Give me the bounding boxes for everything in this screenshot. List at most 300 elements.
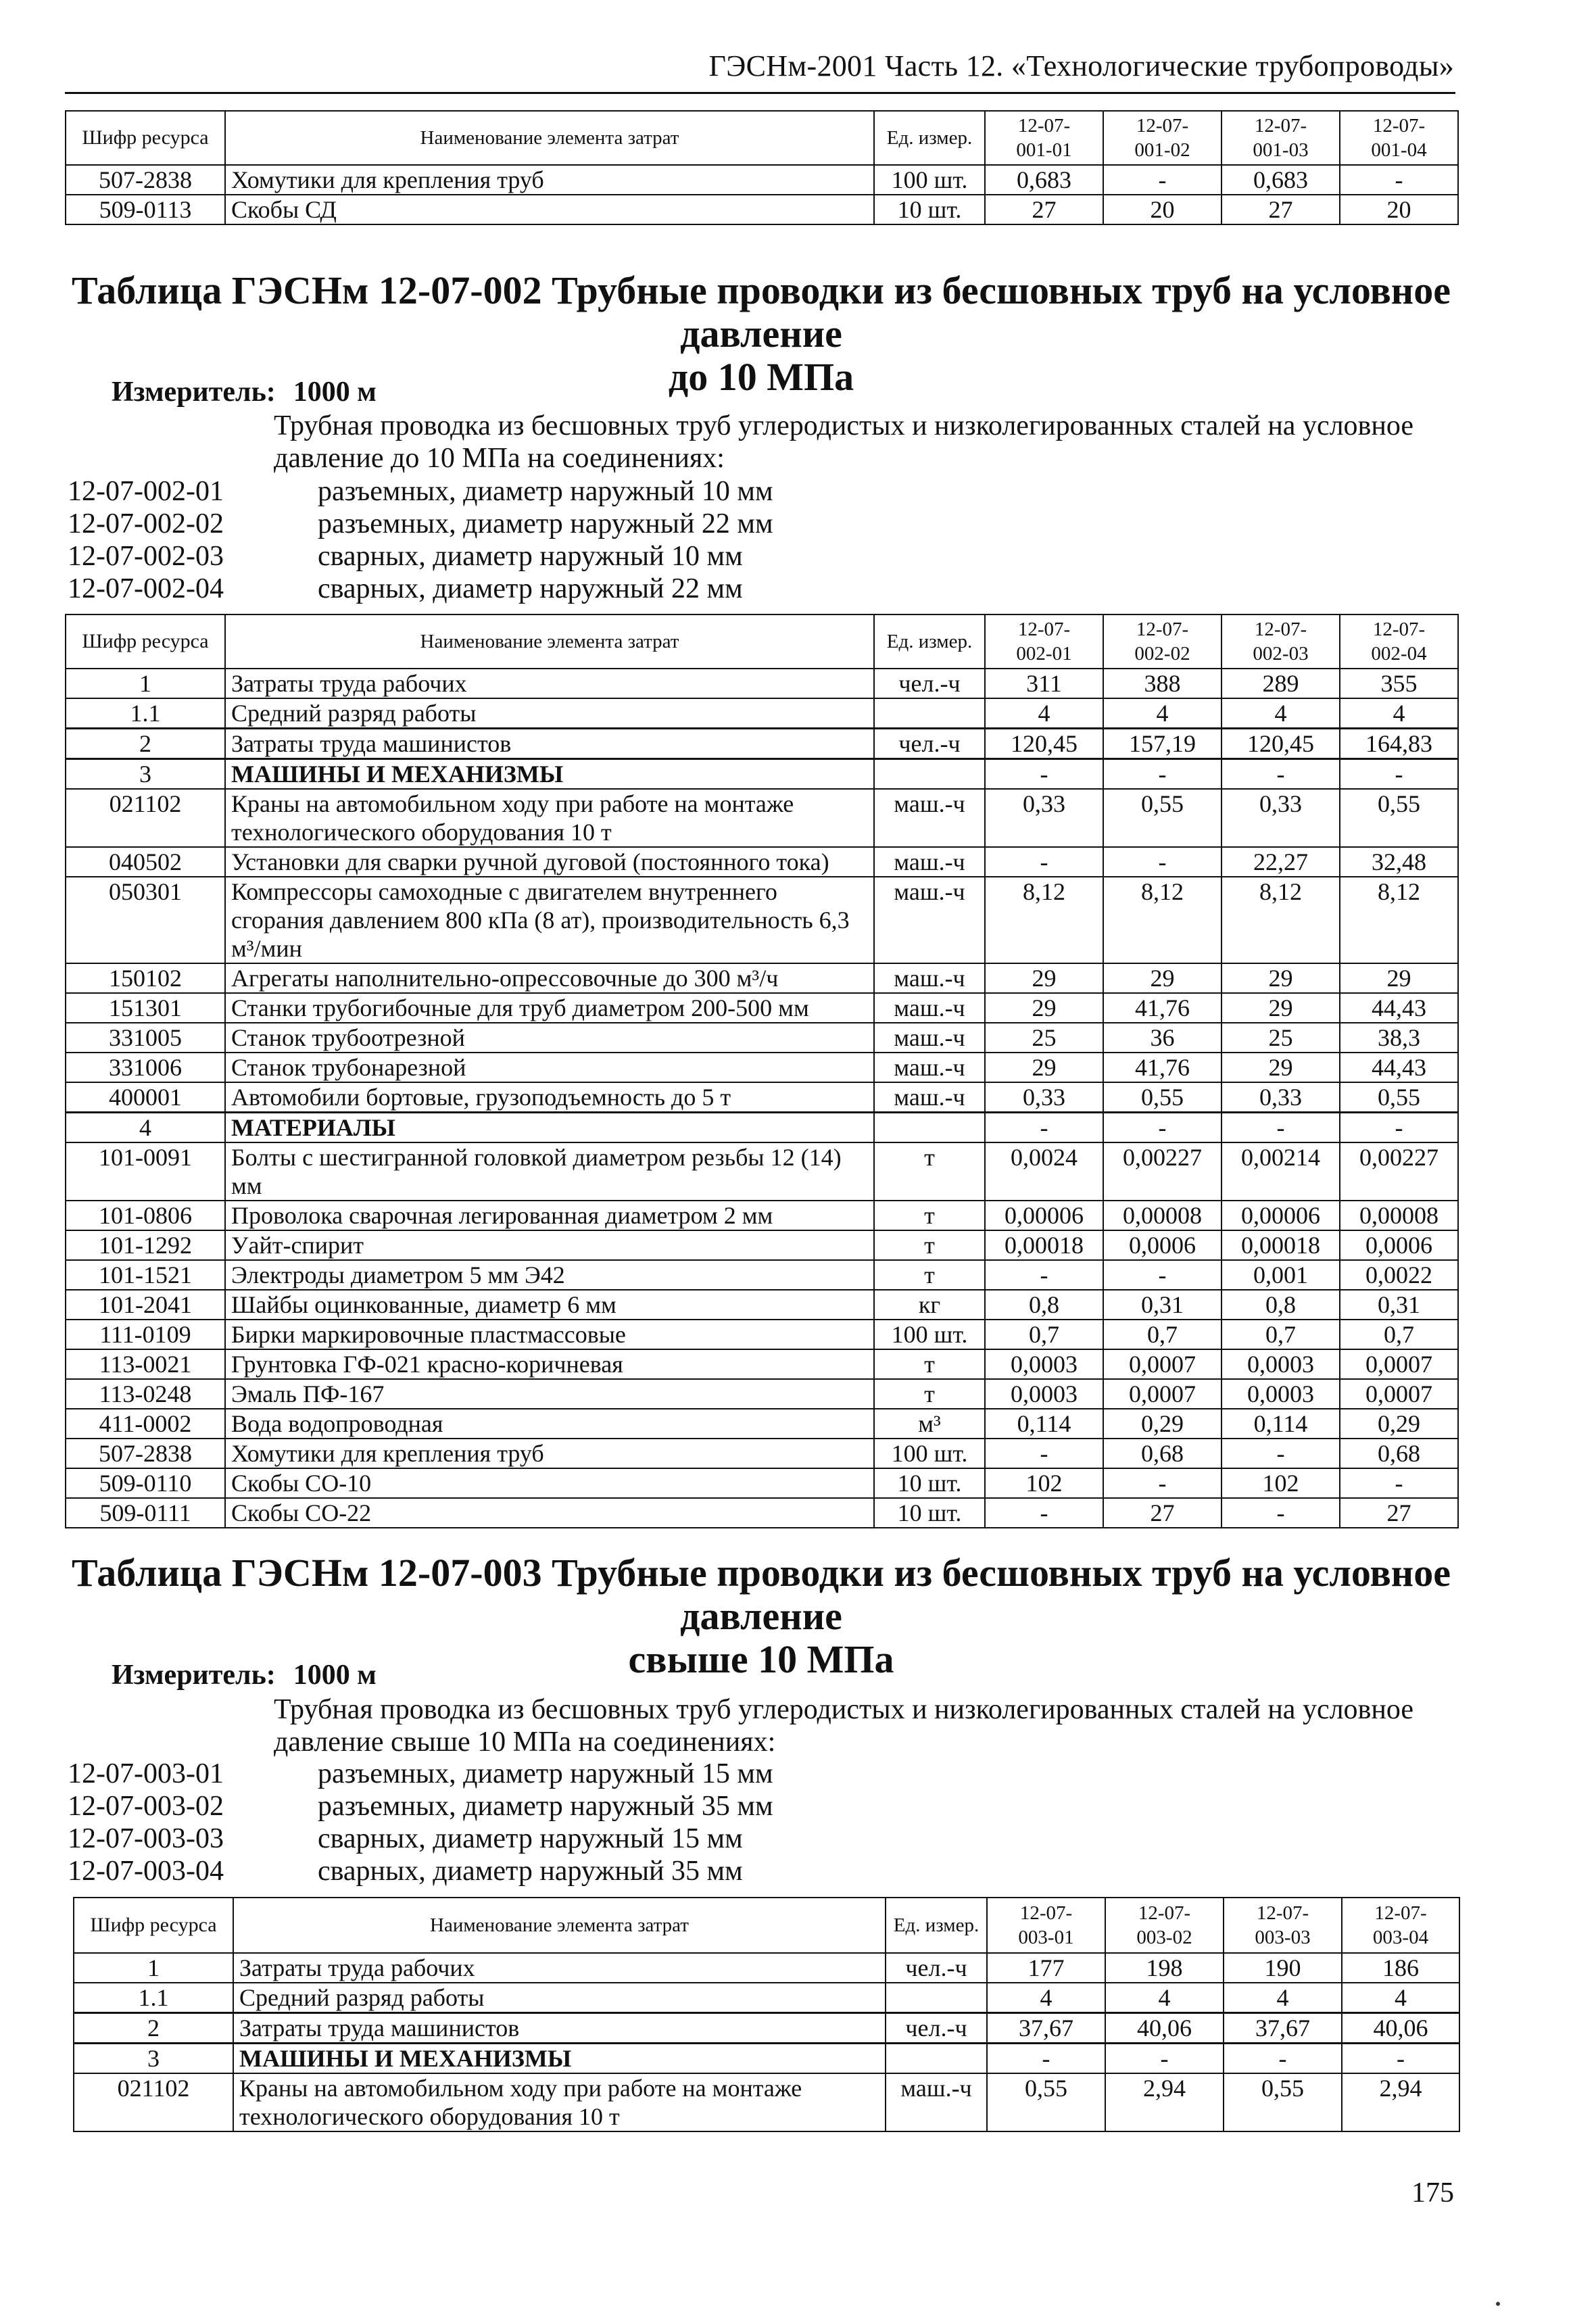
unit-cell: маш.-ч [874,847,985,877]
norm-value-cell: 4 [1103,698,1222,729]
variant-row [68,573,743,605]
table-003-title-line2: свыше 10 МПа [628,1637,894,1681]
norm-value-cell: 198 [1105,1953,1224,1983]
table-row [74,2044,1459,2074]
header-unit: Ед. измер. [874,111,985,165]
norm-value-cell: 37,67 [1224,2013,1342,2044]
norm-value-cell: 0,114 [985,1409,1103,1439]
variant-description: сварных, диаметр наружный 35 мм [318,1856,743,1887]
norm-value-cell: 25 [985,1023,1103,1053]
norm-value-cell: 0,00227 [1103,1142,1222,1201]
unit-cell: т [874,1201,985,1230]
norm-value-cell: 0,683 [985,165,1103,195]
table-row [66,1290,1458,1320]
norm-value-cell: 0,7 [985,1320,1103,1349]
cost-element-name-cell: Станки трубогибочные для труб диаметром 200-500 мм [225,993,874,1023]
unit-cell: кг [874,1290,985,1320]
unit-cell: маш.-ч [874,1082,985,1113]
header-cost-element-name: Наименование элемента затрат [233,1898,886,1953]
unit-cell [886,1983,987,2013]
norm-value-cell: - [1103,847,1222,877]
resource-code-cell: 507-2838 [66,1439,225,1468]
resource-code-cell: 2 [66,729,225,759]
unit-cell: маш.-ч [874,789,985,847]
measure-label: Измеритель: [112,377,276,408]
resource-code-cell: 101-0806 [66,1201,225,1230]
norm-value-cell: 41,76 [1103,993,1222,1023]
unit-cell: т [874,1142,985,1201]
cost-element-name-cell: Автомобили бортовые, грузоподъемность до 5 т [225,1082,874,1113]
norm-value-cell: 44,43 [1340,1053,1458,1082]
header-cost-element-name: Наименование элемента затрат [225,614,874,669]
norm-value-cell: - [1340,1113,1458,1143]
resource-code-cell: 021102 [66,789,225,847]
norm-value-cell: 0,683 [1222,165,1340,195]
cost-element-name-cell: Агрегаты наполнительно-опрессовочные до 300 м³/ч [225,963,874,993]
header-resource-code: Шифр ресурса [74,1898,233,1953]
resource-code-cell: 4 [66,1113,225,1143]
resource-code-cell: 111-0109 [66,1320,225,1349]
table-row [66,963,1458,993]
norm-value-cell: 0,0003 [1222,1379,1340,1409]
norm-value-cell: 29 [985,963,1103,993]
norm-value-cell: - [1224,2044,1342,2074]
norm-value-cell: 29 [1222,1053,1340,1082]
header-norm-code-line: 12-07- [1017,619,1071,640]
header-norm-code [1224,1898,1342,1953]
norm-value-cell: 311 [985,669,1103,698]
table-row [66,1113,1458,1143]
norm-value-cell: 27 [1222,195,1340,224]
resource-table-001-continuation [65,110,1459,225]
header-norm-code [987,1898,1105,1953]
resource-table-003 [73,1897,1460,2132]
header-norm-code-line: 003-01 [1018,1927,1074,1948]
unit-cell: т [874,1260,985,1290]
norm-value-cell: 190 [1224,1953,1342,1983]
norm-value-cell: 0,0007 [1340,1349,1458,1379]
table-002-title-line1: Таблица ГЭСНм 12-07-002 Трубные проводки из бесшовных труб на условное давление [72,268,1451,356]
norm-value-cell: - [1103,1468,1222,1498]
norm-value-cell: 0,0024 [985,1142,1103,1201]
norm-value-cell: 29 [1222,963,1340,993]
norm-value-cell: - [985,1113,1103,1143]
resource-code-cell: 150102 [66,963,225,993]
cost-element-name-cell: Вода водопроводная [225,1409,874,1439]
scan-speck [1496,2302,1500,2306]
norm-value-cell: 388 [1103,669,1222,698]
resource-table-002 [65,614,1459,1528]
table-row [66,1349,1458,1379]
table-row [66,877,1458,963]
variant-row [68,1758,773,1790]
norm-value-cell: - [1103,1113,1222,1143]
norm-value-cell: - [985,759,1103,790]
unit-cell [874,759,985,790]
header-norm-code-line: 12-07- [1256,1902,1309,1924]
measure-value: 1000 м [293,1660,377,1691]
header-norm-code-line: 003-04 [1372,1927,1429,1948]
norm-value-cell: 29 [1103,963,1222,993]
cost-element-name-cell: Электроды диаметром 5 мм Э42 [225,1260,874,1290]
variant-code: 12-07-003-01 [68,1758,224,1789]
norm-value-cell: - [1103,165,1222,195]
variant-code: 12-07-003-02 [68,1791,224,1822]
norm-value-cell: 22,27 [1222,847,1340,877]
norm-value-cell: 20 [1340,195,1458,224]
header-norm-code-line: 002-03 [1253,643,1309,665]
norm-value-cell: 29 [985,1053,1103,1082]
variant-description: разъемных, диаметр наружный 15 мм [318,1758,773,1789]
resource-code-cell: 509-0110 [66,1468,225,1498]
norm-value-cell: 0,001 [1222,1260,1340,1290]
variant-description: сварных, диаметр наружный 22 мм [318,573,743,604]
table-row [66,1082,1458,1113]
cost-element-name-cell: МАШИНЫ И МЕХАНИЗМЫ [233,2044,886,2074]
norm-value-cell: - [1340,759,1458,790]
norm-value-cell: 0,7 [1103,1320,1222,1349]
resource-code-cell: 331005 [66,1023,225,1053]
norm-value-cell: 40,06 [1105,2013,1224,2044]
resource-code-cell: 3 [66,759,225,790]
norm-value-cell: 4 [985,698,1103,729]
norm-value-cell: 0,00008 [1103,1201,1222,1230]
unit-cell: чел.-ч [874,729,985,759]
unit-cell: маш.-ч [874,1053,985,1082]
norm-value-cell: 0,0003 [985,1349,1103,1379]
table-row [66,1409,1458,1439]
table-row [66,1201,1458,1230]
resource-code-cell: 101-2041 [66,1290,225,1320]
table-row [66,165,1458,195]
norm-value-cell: - [985,1498,1103,1528]
header-norm-code-line: 12-07- [1136,115,1189,137]
norm-value-cell: 0,0006 [1103,1230,1222,1260]
header-norm-code-line: 12-07- [1374,1902,1427,1924]
header-norm-code [1103,111,1222,165]
table-row [66,669,1458,698]
norm-value-cell: - [1222,759,1340,790]
norm-value-cell: - [1103,759,1222,790]
cost-element-name-cell: МАШИНЫ И МЕХАНИЗМЫ [225,759,874,790]
variant-code: 12-07-003-04 [68,1856,224,1887]
norm-value-cell: 0,00008 [1340,1201,1458,1230]
resource-code-cell: 411-0002 [66,1409,225,1439]
header-norm-code-line: 12-07- [1372,115,1426,137]
header-norm-code-line: 003-02 [1136,1927,1192,1948]
variant-description: сварных, диаметр наружный 15 мм [318,1823,743,1854]
cost-element-name-cell: Уайт-спирит [225,1230,874,1260]
header-norm-code-line: 12-07- [1254,619,1307,640]
table-row [66,759,1458,790]
variant-description: разъемных, диаметр наружный 22 мм [318,508,773,539]
norm-value-cell: 4 [987,1983,1105,2013]
variant-row [68,1855,743,1887]
page-number: 175 [1411,2177,1454,2209]
header-norm-code-line: 003-03 [1255,1927,1311,1948]
table-row [66,729,1458,759]
norm-value-cell: 0,0022 [1340,1260,1458,1290]
table-row [74,1953,1459,1983]
variant-row [68,1823,743,1855]
resource-code-cell: 1.1 [66,698,225,729]
norm-value-cell: - [1222,1498,1340,1528]
unit-cell: маш.-ч [874,877,985,963]
norm-value-cell: 27 [1103,1498,1222,1528]
norm-value-cell: 0,29 [1103,1409,1222,1439]
norm-value-cell: 0,33 [985,1082,1103,1113]
norm-value-cell: 29 [1222,993,1340,1023]
norm-value-cell: 0,00006 [985,1201,1103,1230]
norm-value-cell: 20 [1103,195,1222,224]
norm-value-cell: 0,00214 [1222,1142,1340,1201]
norm-value-cell: 8,12 [1103,877,1222,963]
header-norm-code [1222,614,1340,669]
resource-code-cell: 3 [74,2044,233,2074]
resource-code-cell: 113-0021 [66,1349,225,1379]
norm-value-cell: 0,33 [1222,789,1340,847]
norm-value-cell: 29 [1340,963,1458,993]
norm-value-cell: 4 [1222,698,1340,729]
header-norm-code [985,614,1103,669]
header-norm-code-line: 001-01 [1016,139,1072,161]
norm-value-cell: 0,55 [1340,1082,1458,1113]
header-cost-element-name: Наименование элемента затрат [225,111,874,165]
header-norm-code-line: 001-02 [1134,139,1190,161]
norm-value-cell: 0,0007 [1103,1349,1222,1379]
norm-value-cell: - [1342,2044,1459,2074]
resource-code-cell: 101-0091 [66,1142,225,1201]
variant-description: сварных, диаметр наружный 10 мм [318,541,743,572]
variant-code: 12-07-002-01 [68,476,224,507]
norm-value-cell: - [985,1260,1103,1290]
table-row [66,993,1458,1023]
norm-value-cell: 0,0006 [1340,1230,1458,1260]
norm-value-cell: 186 [1342,1953,1459,1983]
norm-value-cell: - [1340,165,1458,195]
variant-row [68,508,773,540]
header-norm-code [1342,1898,1459,1953]
header-norm-code-line: 12-07- [1019,1902,1073,1924]
norm-value-cell: 0,55 [987,2073,1105,2131]
cost-element-name-cell: Компрессоры самоходные с двигателем внутреннего сгорания давлением 800 кПа (8 ат), производительность 6,3 м³/мин [225,877,874,963]
unit-cell: маш.-ч [886,2073,987,2131]
table-row [74,2073,1459,2131]
resource-code-cell: 331006 [66,1053,225,1082]
table-row [66,1468,1458,1498]
unit-cell: м³ [874,1409,985,1439]
header-norm-code-line: 12-07- [1254,115,1307,137]
unit-cell: чел.-ч [874,669,985,698]
resource-code-cell: 101-1292 [66,1230,225,1260]
table-row [66,1053,1458,1082]
variant-row [68,1790,773,1823]
norm-value-cell: 102 [985,1468,1103,1498]
norm-value-cell: 0,7 [1222,1320,1340,1349]
norm-value-cell: 38,3 [1340,1023,1458,1053]
norm-value-cell: 177 [987,1953,1105,1983]
table-row [66,789,1458,847]
norm-value-cell: 8,12 [985,877,1103,963]
header-norm-code [1340,614,1458,669]
header-norm-code-line: 002-01 [1016,643,1072,665]
header-unit: Ед. измер. [886,1898,987,1953]
norm-value-cell: 0,8 [985,1290,1103,1320]
norm-value-cell: - [985,1439,1103,1468]
norm-value-cell: 0,33 [1222,1082,1340,1113]
cost-element-name-cell: Затраты труда машинистов [233,2013,886,2044]
norm-value-cell: - [987,2044,1105,2074]
variant-code: 12-07-002-02 [68,508,224,539]
resource-code-cell: 101-1521 [66,1260,225,1290]
table-row [66,1142,1458,1201]
norm-value-cell: 355 [1340,669,1458,698]
unit-cell: 10 шт. [874,1498,985,1528]
norm-value-cell: 4 [1224,1983,1342,2013]
norm-value-cell: - [1340,1468,1458,1498]
resource-code-cell: 1 [66,669,225,698]
norm-value-cell: 0,0003 [1222,1349,1340,1379]
cost-element-name-cell: Эмаль ПФ-167 [225,1379,874,1409]
norm-value-cell: 120,45 [985,729,1103,759]
resource-code-cell: 400001 [66,1082,225,1113]
cost-element-name-cell: Станок трубоотрезной [225,1023,874,1053]
norm-value-cell: - [1222,1113,1340,1143]
cost-element-name-cell: МАТЕРИАЛЫ [225,1113,874,1143]
header-norm-code-line: 001-03 [1253,139,1309,161]
variant-code: 12-07-002-04 [68,573,224,604]
norm-value-cell: 0,8 [1222,1290,1340,1320]
norm-value-cell: 29 [985,993,1103,1023]
resource-code-cell: 507-2838 [66,165,225,195]
resource-code-cell: 151301 [66,993,225,1023]
cost-element-name-cell: Болты с шестигранной головкой диаметром резьбы 12 (14) мм [225,1142,874,1201]
unit-cell [886,2044,987,2074]
unit-cell: маш.-ч [874,963,985,993]
norm-value-cell: 0,0007 [1340,1379,1458,1409]
cost-element-name-cell: Шайбы оцинкованные, диаметр 6 мм [225,1290,874,1320]
table-row [66,1260,1458,1290]
table-002-title-line2: до 10 МПа [668,355,854,399]
unit-cell: чел.-ч [886,2013,987,2044]
header-norm-code-line: 001-04 [1371,139,1427,161]
norm-value-cell: 0,114 [1222,1409,1340,1439]
header-norm-code-line: 002-02 [1134,643,1190,665]
norm-value-cell: 0,00018 [985,1230,1103,1260]
cost-element-name-cell: Краны на автомобильном ходу при работе на монтаже технологического оборудования 10 т [225,789,874,847]
unit-cell: т [874,1379,985,1409]
header-norm-code [1103,614,1222,669]
norm-value-cell: 120,45 [1222,729,1340,759]
cost-element-name-cell: Средний разряд работы [225,698,874,729]
norm-value-cell: - [1222,1439,1340,1468]
table-row [66,1439,1458,1468]
resource-code-cell: 509-0113 [66,195,225,224]
norm-value-cell: 0,00006 [1222,1201,1340,1230]
header-norm-code-line: 12-07- [1136,619,1189,640]
cost-element-name-cell: Краны на автомобильном ходу при работе на монтаже технологического оборудования 10 т [233,2073,886,2131]
norm-value-cell: - [1103,1260,1222,1290]
norm-value-cell: 2,94 [1105,2073,1224,2131]
cost-element-name-cell: Скобы СО-22 [225,1498,874,1528]
norm-value-cell: 0,31 [1340,1290,1458,1320]
header-rule [65,92,1455,94]
cost-element-name-cell: Скобы СО-10 [225,1468,874,1498]
unit-cell: т [874,1230,985,1260]
table-row [66,698,1458,729]
measure-label: Измеритель: [112,1660,276,1691]
header-norm-code-line: 002-04 [1371,643,1427,665]
norm-value-cell: 0,00227 [1340,1142,1458,1201]
table-row [66,1023,1458,1053]
norm-value-cell: 0,55 [1103,789,1222,847]
running-head: ГЭСНм-2001 Часть 12. «Технологические трубопроводы» [708,49,1454,82]
resource-code-cell: 509-0111 [66,1498,225,1528]
table-row [66,847,1458,877]
unit-cell: 100 шт. [874,1439,985,1468]
cost-element-name-cell: Затраты труда машинистов [225,729,874,759]
table-row [74,2013,1459,2044]
resource-code-cell: 040502 [66,847,225,877]
resource-code-cell: 1 [74,1953,233,1983]
header-norm-code-line: 12-07- [1138,1902,1191,1924]
variant-description: разъемных, диаметр наружный 10 мм [318,476,773,507]
norm-value-cell: 40,06 [1342,2013,1459,2044]
unit-cell: 100 шт. [874,165,985,195]
norm-value-cell: 32,48 [1340,847,1458,877]
norm-value-cell: 157,19 [1103,729,1222,759]
header-norm-code-line: 12-07- [1372,619,1426,640]
unit-cell: маш.-ч [874,993,985,1023]
norm-value-cell: 8,12 [1222,877,1340,963]
norm-value-cell: 0,68 [1103,1439,1222,1468]
variant-row [68,475,773,508]
norm-value-cell: 0,7 [1340,1320,1458,1349]
cost-element-name-cell: Затраты труда рабочих [233,1953,886,1983]
header-norm-code [985,111,1103,165]
norm-value-cell: - [985,847,1103,877]
norm-value-cell: 36 [1103,1023,1222,1053]
norm-value-cell: 37,67 [987,2013,1105,2044]
norm-value-cell: 0,31 [1103,1290,1222,1320]
cost-element-name-cell: Грунтовка ГФ-021 красно-коричневая [225,1349,874,1379]
header-norm-code [1340,111,1458,165]
norm-value-cell: 0,55 [1103,1082,1222,1113]
unit-cell: 10 шт. [874,1468,985,1498]
norm-value-cell: 0,33 [985,789,1103,847]
norm-value-cell: 0,29 [1340,1409,1458,1439]
header-norm-code [1222,111,1340,165]
norm-value-cell: 2,94 [1342,2073,1459,2131]
table-002-measure [112,376,377,408]
norm-value-cell: 0,0007 [1103,1379,1222,1409]
norm-value-cell: 289 [1222,669,1340,698]
resource-code-cell: 050301 [66,877,225,963]
norm-value-cell: 0,68 [1340,1439,1458,1468]
table-row [66,1230,1458,1260]
header-norm-code [1105,1898,1224,1953]
unit-cell [874,1113,985,1143]
norm-value-cell: 4 [1105,1983,1224,2013]
norm-value-cell: 44,43 [1340,993,1458,1023]
header-unit: Ед. измер. [874,614,985,669]
norm-value-cell: 8,12 [1340,877,1458,963]
unit-cell: чел.-ч [886,1953,987,1983]
unit-cell [874,698,985,729]
norm-value-cell: - [1105,2044,1224,2074]
cost-element-name-cell: Станок трубонарезной [225,1053,874,1082]
norm-value-cell: 0,0003 [985,1379,1103,1409]
